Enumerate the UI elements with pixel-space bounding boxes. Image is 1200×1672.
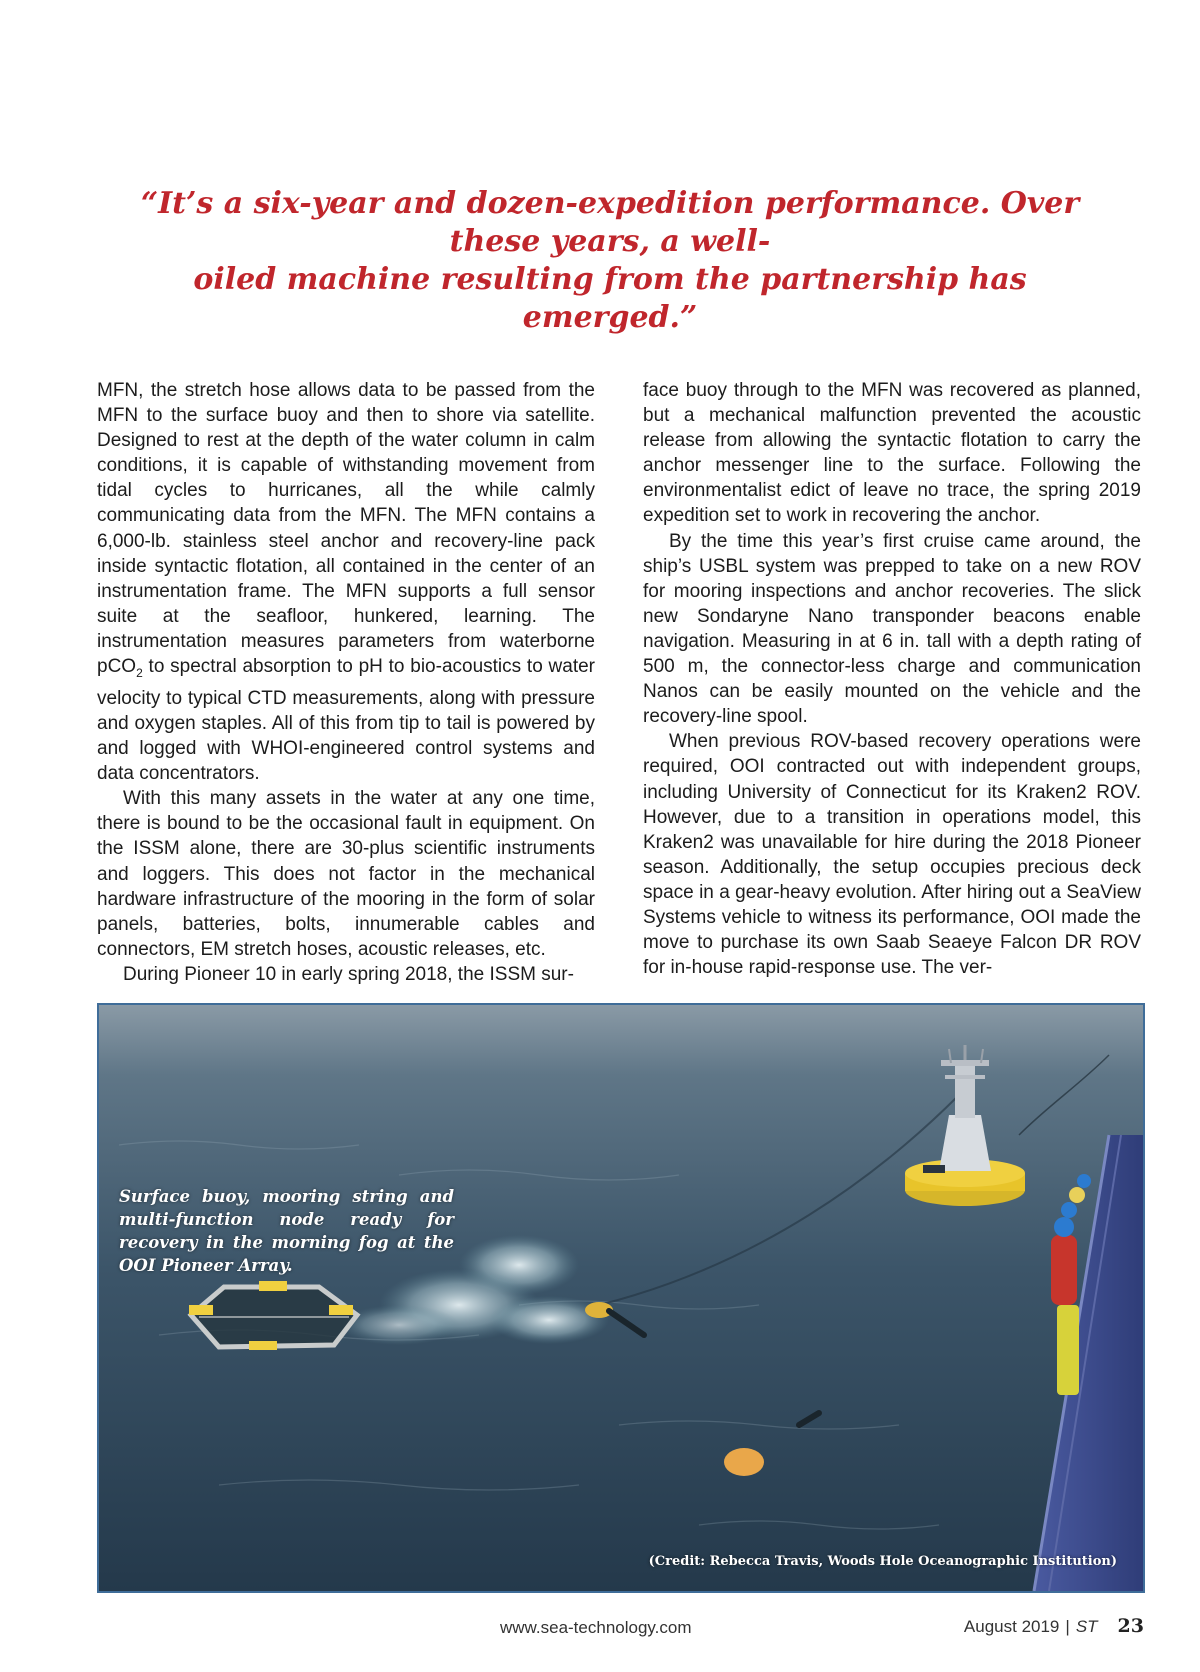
article-column-left [97, 378, 595, 987]
paragraph: face buoy through to the MFN was recovered as planned, but a mechanical malfunction prevented the acoustic release from allowing the syntactic flotation to carry the anchor messenger line to the surface. Following the environmentalist edict of leave no trace, the spring 2019 expedition set to work in recovering the anchor. [643, 380, 1141, 527]
footer-magazine: ST [1075, 1617, 1098, 1636]
paragraph [97, 378, 595, 786]
paragraph: When previous ROV-based recovery operations were required, OOI contracted out with independent groups, including University of Connecticut for its Kraken2 ROV. However, due to a transition in operations model, this Kraken2 was unavailable for hire during the 2018 Pioneer season. Additionally, the setup occupies precious deck space in a gear-heavy evolution. After hiring out a SeaView Systems vehicle to witness its performance, OOI made the move to purchase its own Saab Seaeye Falcon DR ROV for in-house rapid-response use. The ver- [643, 731, 1141, 979]
footer-url: www.sea-technology.com [500, 1618, 692, 1637]
footer-page-info [964, 1615, 1144, 1637]
paragraph-text: to spectral absorption to pH to bio-acoustics to water velocity to typical CTD measurements, along with pressure and oxygen staples. All of this from tip to tail is powered by and logged with WHOI-engineered control systems and data concentrators. [97, 656, 595, 785]
paragraph-text: MFN, the stretch hose allows data to be passed from the MFN to the surface buoy and then to shore via satellite. Designed to rest at the depth of the water column in calm conditions, it is capable of withstanding movement from tidal cycles to hurricanes, all the while calmly communicating data from the MFN. The MFN contains a 6,000-lb. stainless steel anchor and recovery-line pack inside syntactic flotation, all contained in the center of an instrumentation frame. The MFN supports a full sensor suite at the seafloor, hunkered, learning. The instrumentation measures parameters from waterborne pCO [97, 380, 595, 678]
pull-quote-line-1: “It’s a six-year and dozen-expedition performance. Over these years, a well- [140, 186, 1080, 259]
page-number: 23 [1117, 1615, 1144, 1637]
photo-illustration [99, 1005, 1143, 1591]
photo-credit: (Credit: Rebecca Travis, Woods Hole Oceanographic Institution) [648, 1554, 1117, 1569]
photo-caption: Surface buoy, mooring string and multi-function node ready for recovery in the morning fog at the OOI Pioneer Array. [119, 1187, 454, 1275]
pull-quote-line-2: oiled machine resulting from the partnership has emerged.” [193, 262, 1027, 335]
photo-ocean-buoy-recovery [97, 1003, 1145, 1593]
pull-quote [110, 185, 1110, 337]
paragraph: With this many assets in the water at any one time, there is bound to be the occasional fault in equipment. On the ISSM alone, there are 30-plus scientific instruments and loggers. This does not factor in the mechanical hardware infrastructure of the mooring in the form of solar panels, batteries, bolts, innumerable cables and connectors, EM stretch hoses, acoustic releases, etc. [97, 788, 595, 960]
paragraph: During Pioneer 10 in early spring 2018, the ISSM sur- [123, 963, 574, 985]
footer-separator: | [1065, 1617, 1070, 1636]
subscript-2: 2 [136, 665, 143, 680]
article-column-right [643, 378, 1141, 980]
footer-date: August 2019 [963, 1617, 1060, 1636]
paragraph: By the time this year’s first cruise came around, the ship’s USBL system was prepped to take on a new ROV for mooring inspections and anchor recoveries. The slick new Sondaryne Nano transponder beacons enable navigation. Measuring in at 6 in. tall with a depth rating of 500 m, the connector-less charge and communication Nanos can be easily mounted on the vehicle and the recovery-line spool. [643, 530, 1141, 728]
